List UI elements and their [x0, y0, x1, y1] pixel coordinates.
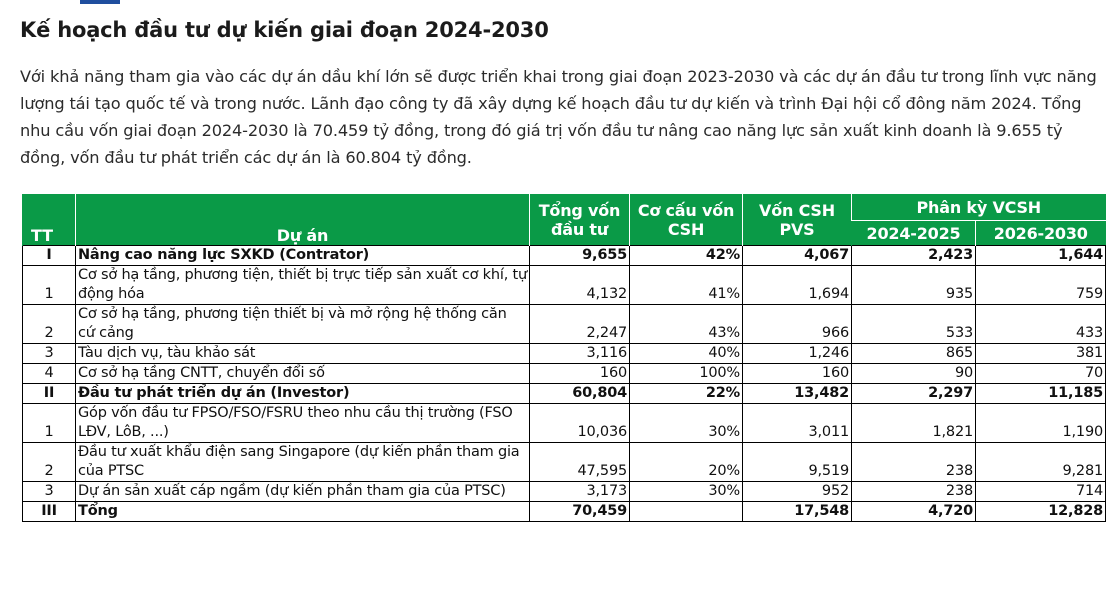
cell-2026-2030: 714: [976, 482, 1106, 502]
header-2024-2025: 2024-2025: [852, 221, 976, 246]
cell-du-an: Tổng: [76, 502, 530, 522]
cell-tt: III: [23, 502, 76, 522]
cell-tong-von: 160: [530, 364, 630, 384]
table-row: [23, 246, 1106, 266]
cell-co-cau-von: 41%: [630, 266, 743, 305]
cell-du-an: Cơ sở hạ tầng CNTT, chuyển đổi số: [76, 364, 530, 384]
cell-2026-2030: 433: [976, 305, 1106, 344]
table-row: [23, 305, 1106, 344]
header-tong-von: Tổng vốn đầu tư: [530, 194, 630, 246]
header-co-cau-von: Cơ cấu vốn CSH: [630, 194, 743, 246]
cell-2026-2030: 759: [976, 266, 1106, 305]
top-accent-bar: [0, 0, 1119, 6]
cell-tong-von: 47,595: [530, 443, 630, 482]
cell-tong-von: 2,247: [530, 305, 630, 344]
cell-von-csh: 4,067: [743, 246, 852, 266]
cell-2024-2025: 935: [852, 266, 976, 305]
cell-du-an: Tàu dịch vụ, tàu khảo sát: [76, 344, 530, 364]
cell-tt: 1: [23, 266, 76, 305]
header-du-an: Dự án: [76, 194, 530, 246]
header-von-csh: Vốn CSH PVS: [743, 194, 852, 246]
cell-2026-2030: 11,185: [976, 384, 1106, 404]
table-row: [23, 384, 1106, 404]
cell-2024-2025: 2,297: [852, 384, 976, 404]
cell-tt: I: [23, 246, 76, 266]
cell-2024-2025: 4,720: [852, 502, 976, 522]
cell-co-cau-von: 100%: [630, 364, 743, 384]
table-row: [23, 404, 1106, 443]
cell-2026-2030: 1,190: [976, 404, 1106, 443]
cell-du-an: Đầu tư xuất khẩu điện sang Singapore (dự kiến phần tham gia của PTSC: [76, 443, 530, 482]
cell-2024-2025: 1,821: [852, 404, 976, 443]
header-tt: TT: [23, 194, 76, 246]
cell-du-an: Dự án sản xuất cáp ngầm (dự kiến phần tham gia của PTSC): [76, 482, 530, 502]
cell-2026-2030: 12,828: [976, 502, 1106, 522]
cell-du-an: Cơ sở hạ tầng, phương tiện, thiết bị trực tiếp sản xuất cơ khí, tự động hóa: [76, 266, 530, 305]
cell-von-csh: 13,482: [743, 384, 852, 404]
cell-tt: 3: [23, 344, 76, 364]
cell-von-csh: 1,246: [743, 344, 852, 364]
cell-co-cau-von: 20%: [630, 443, 743, 482]
cell-tong-von: 4,132: [530, 266, 630, 305]
table-row: [23, 502, 1106, 522]
cell-2024-2025: 238: [852, 443, 976, 482]
cell-tt: 1: [23, 404, 76, 443]
header-phan-ky: Phân kỳ VCSH: [852, 194, 1106, 221]
cell-tt: 4: [23, 364, 76, 384]
cell-co-cau-von: 40%: [630, 344, 743, 364]
cell-2026-2030: 9,281: [976, 443, 1106, 482]
cell-von-csh: 952: [743, 482, 852, 502]
cell-co-cau-von: [630, 502, 743, 522]
section-title: Kế hoạch đầu tư dự kiến giai đoạn 2024-2030: [20, 18, 549, 42]
table-row: [23, 266, 1106, 305]
cell-von-csh: 966: [743, 305, 852, 344]
cell-tt: II: [23, 384, 76, 404]
cell-tt: 3: [23, 482, 76, 502]
cell-tong-von: 70,459: [530, 502, 630, 522]
cell-tt: 2: [23, 443, 76, 482]
investment-plan-table: [22, 194, 1106, 522]
intro-paragraph: Với khả năng tham gia vào các dự án dầu khí lớn sẽ được triển khai trong giai đoạn 2023-2030 và các dự án đầu tư trong lĩnh vực năng lượng tái tạo quốc tế và trong nước. Lãnh đạo công ty đã xây dựng kế hoạch đầu tư dự kiến và trình Đại hội cổ đông năm 2024. Tổng nhu cầu vốn giai đoạn 2024-2030 là 70.459 tỷ đồng, trong đó giá trị vốn đầu tư nâng cao năng lực sản xuất kinh doanh là 9.655 tỷ đồng, vốn đầu tư phát triển các dự án là 60.804 tỷ đồng.: [20, 67, 1097, 167]
cell-tong-von: 9,655: [530, 246, 630, 266]
cell-2026-2030: 381: [976, 344, 1106, 364]
cell-2024-2025: 2,423: [852, 246, 976, 266]
cell-von-csh: 160: [743, 364, 852, 384]
cell-tong-von: 60,804: [530, 384, 630, 404]
cell-2024-2025: 865: [852, 344, 976, 364]
cell-von-csh: 9,519: [743, 443, 852, 482]
cell-2024-2025: 533: [852, 305, 976, 344]
table-row: [23, 364, 1106, 384]
cell-2024-2025: 238: [852, 482, 976, 502]
cell-von-csh: 1,694: [743, 266, 852, 305]
cell-tong-von: 3,173: [530, 482, 630, 502]
cell-co-cau-von: 30%: [630, 404, 743, 443]
cell-co-cau-von: 22%: [630, 384, 743, 404]
cell-tong-von: 10,036: [530, 404, 630, 443]
table-row: [23, 443, 1106, 482]
cell-du-an: Nâng cao năng lực SXKD (Contrator): [76, 246, 530, 266]
header-2026-2030: 2026-2030: [976, 221, 1106, 246]
table-body: [23, 246, 1106, 522]
cell-du-an: Cơ sở hạ tầng, phương tiện thiết bị và mở rộng hệ thống căn cứ cảng: [76, 305, 530, 344]
cell-tong-von: 3,116: [530, 344, 630, 364]
cell-co-cau-von: 42%: [630, 246, 743, 266]
cell-co-cau-von: 43%: [630, 305, 743, 344]
cell-2026-2030: 70: [976, 364, 1106, 384]
table-row: [23, 482, 1106, 502]
table-row: [23, 344, 1106, 364]
cell-von-csh: 17,548: [743, 502, 852, 522]
cell-von-csh: 3,011: [743, 404, 852, 443]
cell-2026-2030: 1,644: [976, 246, 1106, 266]
accent-mark: [80, 0, 120, 4]
cell-co-cau-von: 30%: [630, 482, 743, 502]
cell-2024-2025: 90: [852, 364, 976, 384]
cell-tt: 2: [23, 305, 76, 344]
cell-du-an: Đầu tư phát triển dự án (Investor): [76, 384, 530, 404]
cell-du-an: Góp vốn đầu tư FPSO/FSO/FSRU theo nhu cầu thị trường (FSO LĐV, LôB, ...): [76, 404, 530, 443]
